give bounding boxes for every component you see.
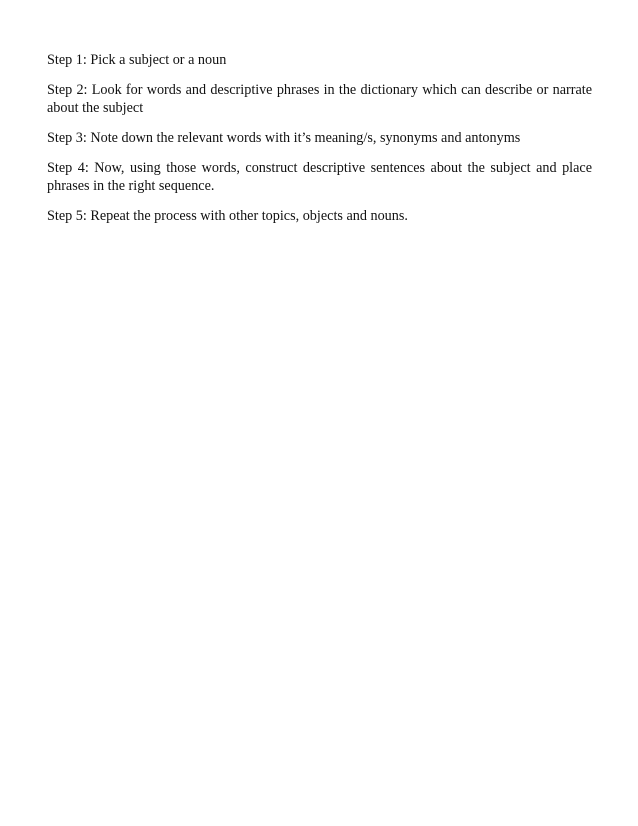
steps-list — [47, 51, 592, 237]
step-4: Step 4: Now, using those words, construct descriptive sentences about the subject and place phrases in the right sequence. — [47, 160, 592, 194]
step-5: Step 5: Repeat the process with other topics, objects and nouns. — [47, 208, 408, 224]
step-1: Step 1: Pick a subject or a noun — [47, 52, 227, 68]
step-2: Step 2: Look for words and descriptive phrases in the dictionary which can describe or narrate about the subject — [47, 82, 592, 116]
step-3: Step 3: Note down the relevant words with it’s meaning/s, synonyms and antonyms — [47, 130, 521, 146]
